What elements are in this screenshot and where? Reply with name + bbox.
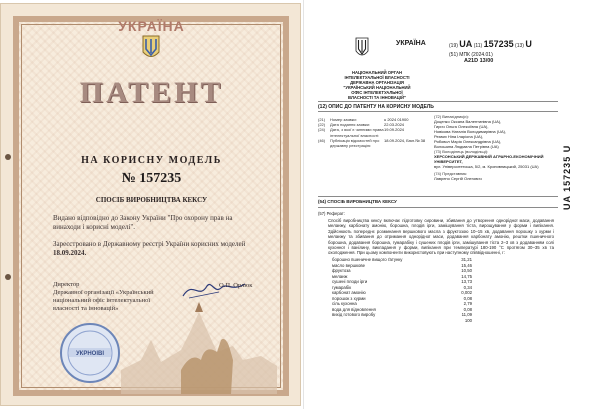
- registered-date: 18.09.2024.: [53, 249, 87, 257]
- abstract-label: (57) Реферат:: [318, 211, 345, 216]
- composition-row: карбонат амонію 0,002: [332, 290, 472, 296]
- divider: [318, 207, 558, 208]
- owner-address: вул. Університетська, 5/2, м. Кропивницький, 25031 (UA): [434, 164, 539, 169]
- signature-image: [179, 276, 249, 302]
- invention-title: (54) СПОСІБ ВИРОБНИЦТВА КЕКСУ: [318, 199, 397, 204]
- composition-row: сіль кухонна 2,79: [332, 301, 472, 307]
- ipc-class: A21D 13/00: [464, 58, 494, 64]
- ipc-line: (51) МПК (2024.01): [449, 52, 493, 58]
- registered-text: Зареєстровано в Державному реєстрі України корисних моделей 18.09.2024.: [53, 240, 246, 257]
- divider: [318, 101, 558, 102]
- document-country: УКРАЇНА: [396, 40, 426, 47]
- patent-title: ПАТЕНТ: [79, 76, 224, 109]
- composition-row: 100: [464, 318, 472, 324]
- parties-column: (72) Винахідник(и): Доценко Оксана Валентинівна (UA), Гирич Ольга Олексіївна (UA), Новікова Наталія Володимирівна (UA), Резвих Ніна Іларіона (UA), Рябовол Марія Олександрівна (UA), Волошина Людмила Петрівна (UA) (73) Володілець (володільці): ХЕРСОНСЬКИЙ ДЕРЖАВНИЙ АГРАРНО-ЕКОНОМІЧНИЙ УНІВЕРСИТЕТ, вул. Університетська, 5/2, м. Кропивницький, 25031 (UA) (74) Представник: Лаврено Сергій Олегович: [434, 114, 558, 181]
- divider: [318, 111, 558, 112]
- inventor-item: Резвих Ніна Іларіона (UA),: [434, 134, 484, 139]
- composition-row: вода для відновлення 0,08: [332, 306, 472, 312]
- inventor-item: Гирич Ольга Олексіївна (UA),: [434, 124, 489, 129]
- abstract-text: Спосіб виробництва кексу включає підготовку сировини, збивання до утворення однорідної маси, додавання меланжу, карбонату амонію, борошна, плодів ірги, замішування тіста, вирощування у форми і випікання. Здійснюють попереднє розминання вершкового масла з фруктозою 10–15 хв, додавання порошку з хурми і меланжу та збивання до отримання однорідної маси, додавання карбонату амонію, рештки пшеничного борошна, додавання борошна, гумарабіку і сушених плодів ірги, замішування тіста 2–3 хв з додаванням солі кухонної і ванілину, викладання у форми, випікання при температурі 180-190 °С протягом 30–35 хв та охолодження. При цьому компоненти використовують при наступному співвідношенні, г:: [328, 218, 554, 256]
- composition-row: борошно пшеничне вищого ґатунку 31,21: [332, 257, 472, 262]
- composition-row: меланж 14,75: [332, 273, 472, 279]
- patent-description-page: [303, 0, 600, 409]
- official-seal-icon: [59, 322, 121, 384]
- bib-row: (24) Дата, з якої є чинними права інтелектуальної власності: 19.09.2024: [318, 127, 405, 138]
- monument-illustration: [121, 300, 277, 394]
- director-block: Директор Державної організації «Український національний офіс інтелектуальної власності та інновацій»: [53, 281, 154, 312]
- bibliographic-data: [318, 117, 426, 148]
- bib-row: (21) Номер заявки: u 2024 01900: [318, 117, 409, 122]
- seal-label: УКРНОІВІ: [75, 351, 105, 357]
- composition-row: порошок з хурми 0,08: [332, 295, 472, 301]
- side-patent-number: UA 157235 U: [562, 144, 572, 210]
- certificate-country: УКРАЇНА: [118, 18, 185, 34]
- signer-name: О.П. Орлюк: [219, 282, 253, 289]
- bib-row: (46) Публікація відомостей про державну реєстрацію: 18.09.2024, Бюл.№ 38: [318, 137, 426, 149]
- owner-name: ХЕРСОНСЬКИЙ ДЕРЖАВНИЙ АГРАРНО-ЕКОНОМІЧНИЙ УНІВЕРСИТЕТ,: [434, 154, 544, 164]
- inventor-item: Рябовол Марія Олександрівна (UA),: [434, 139, 502, 144]
- divider: [318, 196, 558, 197]
- model-heading: НА КОРИСНУ МОДЕЛЬ: [81, 155, 222, 166]
- patent-certificate: [0, 3, 301, 406]
- issued-text: Видано відповідно до Закону України "Про охорону прав на винаходи і корисні моделі".: [53, 214, 233, 231]
- bib-row: (22) Дата подання заявки: 22.03.2024: [318, 122, 405, 128]
- document-heading: (12) ОПИС ДО ПАТЕНТУ НА КОРИСНУ МОДЕЛЬ: [318, 104, 434, 110]
- invention-title: СПОСІБ ВИРОБНИЦТВА КЕКСУ: [95, 196, 208, 204]
- office-name: НАЦІОНАЛЬНИЙ ОРГАН ІНТЕЛЕКТУАЛЬНОЇ ВЛАСНОСТІ ДЕРЖАВНА ОРГАНІЗАЦІЯ "УКРАЇНСЬКИЙ НАЦІОНАЛЬНИЙ ОФІС ІНТЕЛЕКТУАЛЬНОЇ ВЛАСНОСТІ ТА ІННОВАЦІЙ": [343, 70, 411, 100]
- composition-row: вихід готового виробу 11,09: [332, 312, 472, 318]
- composition-row: гумарабік 0,34: [332, 284, 472, 290]
- agent-name: Лаврено Сергій Олегович: [434, 176, 482, 181]
- inventor-item: Волошина Людмила Петрівна (UA): [434, 144, 499, 149]
- composition-row: сушені плоди ірги 13,73: [332, 279, 472, 285]
- binder-hole: [5, 274, 11, 280]
- trident-emblem-icon: [141, 34, 161, 62]
- composition-table: [332, 257, 472, 324]
- composition-row: масло вершкове 15,46: [332, 262, 472, 268]
- document-code: (19) UA (11) 157235 (13) U: [449, 39, 532, 49]
- inventor-item: Доценко Оксана Валентинівна (UA),: [434, 119, 502, 124]
- inventor-item: Новікова Наталія Володимирівна (UA),: [434, 129, 507, 134]
- composition-row: фруктоза 10,50: [332, 268, 472, 274]
- patent-number: № 157235: [121, 171, 182, 186]
- trident-emblem-icon: [354, 36, 370, 60]
